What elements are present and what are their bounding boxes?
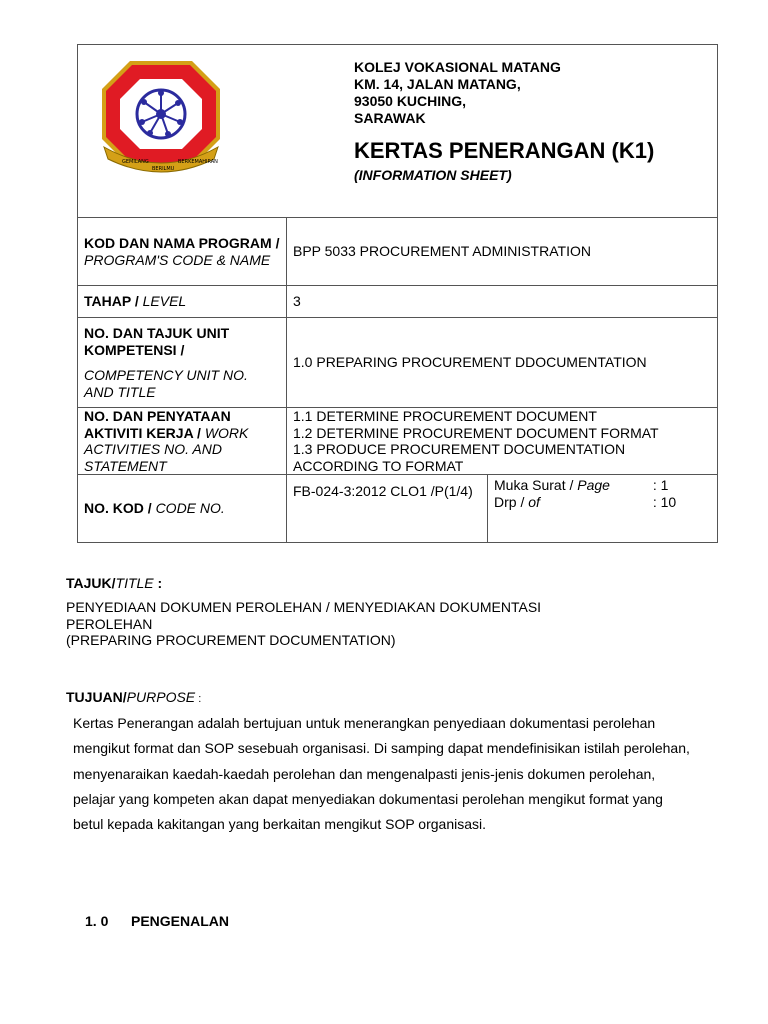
school-address — [354, 59, 561, 127]
code-label: NO. KOD / — [84, 500, 152, 517]
address-line: SARAWAK — [354, 110, 426, 126]
competency-label: NO. DAN TAJUK UNIT KOMPETENSI / — [84, 325, 230, 358]
code-label-cell — [78, 475, 287, 543]
work-activities-label: NO. DAN PENYATAAN AKTIVITI KERJA / — [84, 408, 231, 441]
title-line: PENYEDIAAN DOKUMEN PEROLEHAN / MENYEDIAKAN DOKUMENTASI — [66, 599, 542, 615]
competency-label-cell — [78, 318, 287, 408]
program-label: KOD DAN NAMA PROGRAM / — [84, 235, 280, 251]
competency-label-en: COMPETENCY UNIT NO. AND TITLE — [84, 367, 248, 400]
address-line: 93050 KUCHING, — [354, 93, 467, 109]
purpose-heading: TUJUAN/PURPOSE : — [66, 689, 202, 705]
college-crest-icon — [100, 59, 222, 175]
level-label: TAHAP / — [84, 293, 139, 310]
page-label: Muka Surat / Page — [494, 477, 610, 493]
program-label-en: PROGRAM'S CODE & NAME — [84, 251, 271, 268]
total-pages: : 10 — [652, 494, 677, 510]
work-activity-item: 1.1 DETERMINE PROCUREMENT DOCUMENT — [293, 408, 597, 424]
svg-text:GEMILANG: GEMILANG — [122, 159, 149, 165]
header-table — [77, 44, 718, 543]
work-activity-item: 1.2 DETERMINE PROCUREMENT DOCUMENT FORMAT — [293, 424, 659, 441]
header-cell — [78, 45, 718, 218]
level-label-cell — [78, 286, 287, 318]
code-value: FB-024-3:2012 CLO1 /P(1/4) — [287, 475, 488, 543]
section-number: 1. 0 — [85, 913, 109, 929]
title-text — [66, 599, 541, 649]
title-line-en: (PREPARING PROCUREMENT DOCUMENTATION) — [66, 632, 396, 648]
section-title: PENGENALAN — [131, 913, 230, 929]
title-line: PEROLEHAN — [66, 615, 153, 632]
work-activities-list — [287, 408, 718, 475]
of-label: Drp / of — [494, 494, 540, 510]
document-title: KERTAS PENERANGAN (K1) — [354, 138, 655, 163]
document-subtitle: (INFORMATION SHEET) — [354, 167, 512, 183]
program-value: BPP 5033 PROCUREMENT ADMINISTRATION — [287, 218, 718, 286]
svg-text:BERKEMAHIRAN: BERKEMAHIRAN — [178, 159, 218, 165]
work-activities-label-cell — [78, 408, 287, 475]
work-activity-item: 1.3 PRODUCE PROCUREMENT DOCUMENTATION ACCORDING TO FORMAT — [293, 441, 626, 474]
work-activities-label-en: WORK ACTIVITIES NO. AND STATEMENT — [84, 424, 249, 474]
purpose-paragraph: Kertas Penerangan adalah bertujuan untuk menerangkan penyediaan dokumentasi perolehan mengikut format dan SOP sesebuah organisasi. Di samping dapat mendefinisikan istilah perolehan, menyenaraikan kaedah-kaedah perolehan dan mengenalpasti jenis-jenis dokumen perolehan, pelajar yang kompeten akan dapat menyediakan dokumentasi perolehan mengikut format yang betul kepada kakitangan yang berkaitan mengikut SOP organisasi. — [73, 715, 690, 833]
page-info-cell — [488, 475, 718, 543]
competency-value: 1.0 PREPARING PROCUREMENT DDOCUMENTATION — [287, 318, 718, 408]
address-line: KM. 14, JALAN MATANG, — [354, 76, 521, 92]
code-label-en: CODE NO. — [155, 500, 225, 517]
program-label-cell — [78, 218, 287, 286]
title-heading: TAJUK/TITLE : — [66, 575, 163, 591]
level-value: 3 — [287, 286, 718, 318]
svg-text:BERILMU: BERILMU — [152, 166, 175, 172]
level-label-en: LEVEL — [142, 293, 187, 310]
school-name: KOLEJ VOKASIONAL MATANG — [354, 59, 561, 75]
page-number: : 1 — [652, 477, 669, 493]
